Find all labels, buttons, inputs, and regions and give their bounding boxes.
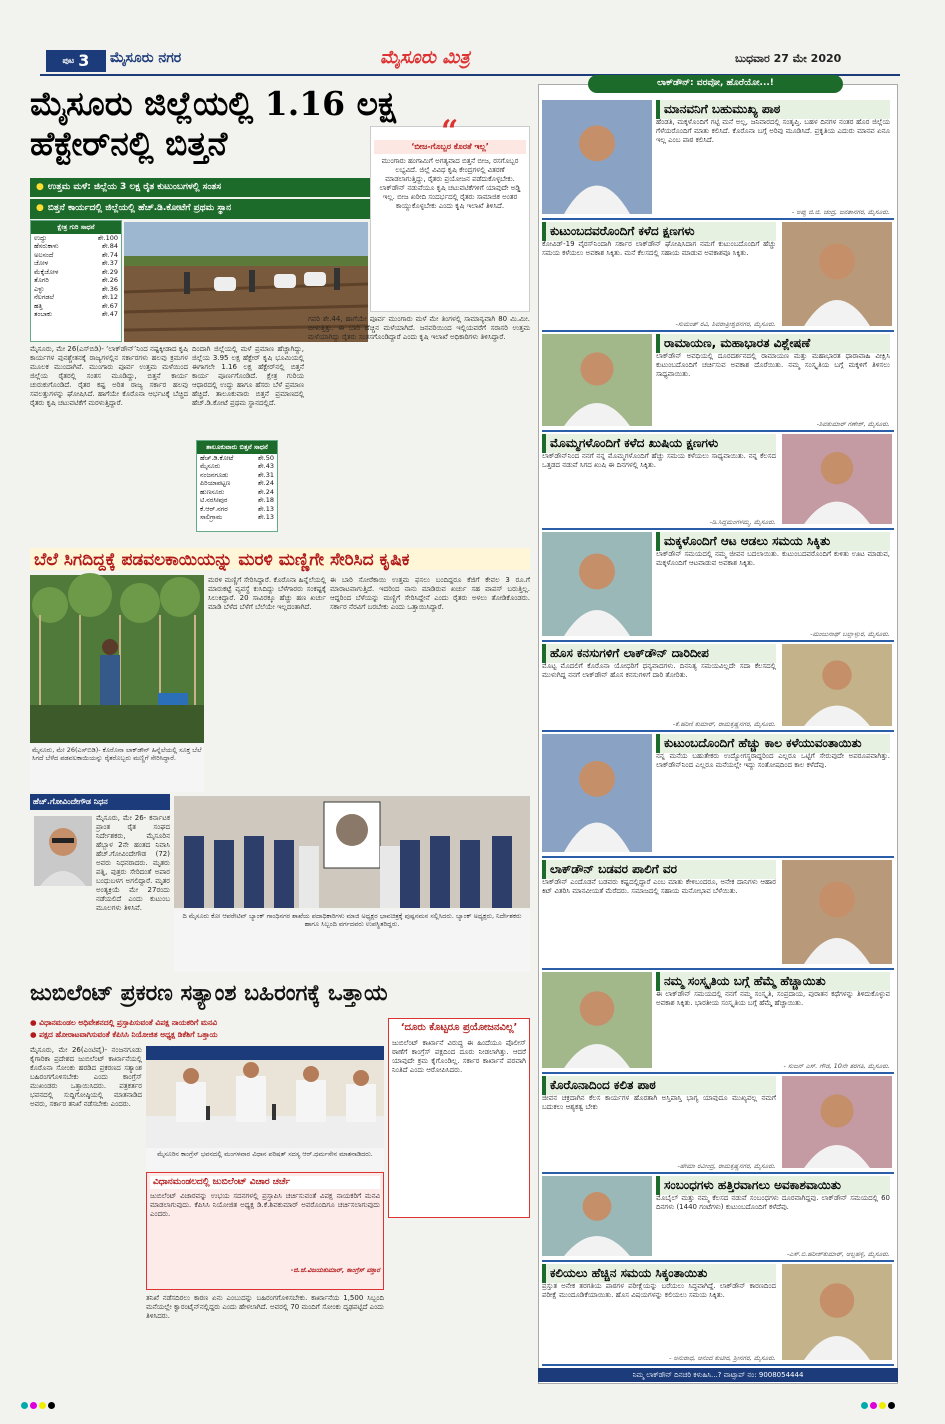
farmer-field-photo <box>30 575 204 743</box>
jubilant-box <box>146 1172 384 1290</box>
bank-group-photo <box>174 796 530 908</box>
row-label: ಹತ್ತಿ <box>34 301 43 310</box>
row-value: ಶೇ.47 <box>101 310 118 318</box>
row-label: ನಂಜನಗೂಡು <box>200 470 229 479</box>
story-title: ಮಾನವನಿಗೆ ಬಹುಮುಖ್ಯ ಪಾಠ <box>656 100 890 119</box>
farmer-headline: ಬೆಲೆ ಸಿಗದಿದ್ದಕ್ಕೆ ಪಡವಲಕಾಯಿಯನ್ನು ಮರಳಿ ಮಣ್ಣಿಗೇ ಸೇರಿಸಿದ ಕೃಷಿಕ <box>30 548 530 570</box>
lead-bullets <box>30 178 370 219</box>
row-value: ಶೇ.18 <box>257 496 274 504</box>
story-photo <box>542 972 652 1068</box>
story-photo <box>542 1176 652 1256</box>
table-row <box>197 505 277 514</box>
quote-mark: “ <box>441 114 459 149</box>
obituary-title: ಹೆಚ್.ಗೋವಿಂದೇಗೌಡ ನಿಧನ <box>30 794 170 810</box>
story-byline: -ಸುಮಂತ್ ರವಿ, ಶಿವರಾತ್ರೀಶ್ವರನಗರ, ಮೈಸೂರು. <box>675 319 776 328</box>
obituary-portrait <box>34 816 92 886</box>
row-value: ಶೇ.50 <box>257 453 274 462</box>
lockdown-story <box>542 1174 894 1260</box>
story-text: ಈ ಲಾಕ್‌ಡೌನ್ ಸಮಯದಲ್ಲಿ ನನಗೆ ನಮ್ಮ ಸಂಸ್ಕೃತಿ, ಸಂಪ್ರದಾಯ, ಪುರಾತನ ಕಥೆಗಳನ್ನು ತಿಳಿದುಕೊಳ್ಳುವ ಅವಕಾಶ ಸಿಕ್ಕಿತು. ಭಾರತೀಯ ಸಂಸ್ಕೃತಿಯ ಬಗ್ಗೆ ಹೆಮ್ಮೆ ಹೆಚ್ಚಾಯಿತು. <box>656 990 890 1007</box>
table-row <box>31 293 121 302</box>
row-value: ಶೇ.36 <box>101 284 118 293</box>
table-row <box>31 276 121 285</box>
issue-date: ಬುಧವಾರ 27 ಮೇ 2020 <box>735 52 842 65</box>
row-label: ನೆಲಗಡಲೆ <box>34 293 55 301</box>
row-label: ತಂಬಾಕು <box>34 310 53 318</box>
story-byline: - ಸುಜನ್ ಎಸ್. ಗೌಡ, 10ನೇ ತರಗತಿ, ಮೈಸೂರು. <box>783 1061 890 1070</box>
story-separator <box>542 1364 894 1366</box>
story-byline: -ಮಂಜುನಾಥ್ ಬಲ್ಲಾಳ್ಪುರ, ಮೈಸೂರು. <box>810 629 890 638</box>
page-number: 3 <box>78 51 90 70</box>
story-text: ಮೊಟ್ಟ ಮೊದಲಿಗೆ ಕೊರೊನಾ ಯೋಧರಿಗೆ ಧನ್ಯವಾದಗಳು. ದಿನನಿತ್ಯ ಸಮಯವಿಲ್ಲದೇ ಸದಾ ಕೆಲಸದಲ್ಲಿ ಮುಳುಗಿದ್ದ ನನಗೆ ಲಾಕ್‌ಡೌನ್ ಹೊಸ ಕನಸುಗಳಿಗೆ ದಾರಿ ತೋರಿತು. <box>542 662 776 679</box>
masthead <box>0 0 945 86</box>
lockdown-story <box>542 98 894 218</box>
lead-quote-box <box>370 114 530 312</box>
press-meet-photo <box>146 1046 384 1148</box>
paper-logo: ಮೈಸೂರು ಮಿತ್ರ <box>380 47 470 68</box>
story-photo <box>782 434 892 524</box>
jubilant-bullet: ● ಪಕ್ಷದ ಹೋರಾಟವಾಗಿಸುವಂತೆ ಕೆಪಿಸಿಸಿ ನಿಯೋಜಿತ ಅಧ್ಯಕ್ಷ ಡಿಕೆಶಿಗೆ ಒತ್ತಾಯ <box>30 1030 218 1040</box>
story-title: ಕೊರೊನಾದಿಂದ ಕಲಿತ ಪಾಠ <box>542 1076 776 1095</box>
row-value: ಶೇ.67 <box>101 301 118 310</box>
row-label: ಉದ್ದು <box>34 233 47 242</box>
story-photo <box>782 644 892 726</box>
story-title: ರಾಮಾಯಣ, ಮಹಾಭಾರತ ವಿಶ್ಲೇಷಣೆ <box>656 334 890 353</box>
jubilant-body-col1: ಮೈಸೂರು, ಮೇ 26(ಎಂಟಿವೈ)- ನಂಜನಗೂಡು ಕೈಗಾರಿಕಾ ಪ್ರದೇಶದ ಜುಬಿಲೆಂಟ್ ಕಾರ್ಖಾನೆಯಲ್ಲಿ ಕೊರೊನಾ ಸೋಂಕು ಹರಡಿದ ಪ್ರಕರಣದ ಸತ್ಯಾಂಶ ಬಹಿರಂಗಗೊಳಿಸಬೇಕು ಎಂದು ಕಾಂಗ್ರೆಸ್ ಮುಖಂಡರು ಒತ್ತಾಯಿಸಿದರು. ಪತ್ರಕರ್ತರ ಭವನದಲ್ಲಿ ಸುದ್ದಿಗೋಷ್ಠಿಯಲ್ಲಿ ಮಾತನಾಡಿದ ಅವರು, ಸರ್ಕಾರ ತನಿಖೆ ನಡೆಸಬೇಕು ಎಂದರು. <box>30 1046 142 1108</box>
story-title: ಕುಟುಂಬದೊಂದಿಗೆ ಹೆಚ್ಚು ಕಾಲ ಕಳೆಯುವಂತಾಯಿತು <box>656 734 890 753</box>
row-value: ಶೇ.26 <box>101 276 118 284</box>
story-title: ಹೊಸ ಕನಸುಗಳಿಗೆ ಲಾಕ್‌ಡೌನ್ ದಾರಿದೀಪ <box>542 644 776 663</box>
quote-title: ‘ಬೀಜ-ಗೊಬ್ಬರ ಕೊರತೆ ಇಲ್ಲ’ <box>374 140 526 154</box>
row-value: ಶೇ.24 <box>257 479 274 487</box>
story-byline: -ಡಿ.ಸಿದ್ದಮಂಗಳಮ್ಮ, ಮೈಸೂರು. <box>709 517 776 526</box>
lead-body-col3: ಗವರಿ ಶೇ.44, ಹಾಗೆಯೇ ಪೂರ್ವ ಮುಂಗಾರು ಮಳೆ ಮೇ ತಿಂಗಳಲ್ಲಿ ಸಾಮಾನ್ಯವಾಗಿ 80 ಮಿ.ಮೀ. ಬೀಳುತ್ತಿತ್ತು. ಈ ಬಾರಿ ಹೆಚ್ಚಿನ ಮಳೆಯಾಗಿದೆ. ಜನವರಿಯಿಂದ ಇಲ್ಲಿಯವರೆಗೆ ಸರಾಸರಿ ಉತ್ತಮ ಮಳೆಯಾಗಿದ್ದು ರೈತರು ಸಂತಸಗೊಂಡಿದ್ದಾರೆ ಎಂದು ಕೃಷಿ ಇಲಾಖೆ ಅಧಿಕಾರಿಗಳು ತಿಳಿಸಿದ್ದಾರೆ. <box>308 315 530 341</box>
story-title: ಲಾಕ್‌ಡೌನ್ ಬಡವರ ಪಾಲಿಗೆ ವರ <box>542 860 776 879</box>
story-photo <box>782 860 892 964</box>
table-title: ಕ್ಷೇತ್ರ ಗುರಿ ಸಾಧನೆ <box>31 221 121 234</box>
farmer-body-col2: ಈ ಬಾರಿ ಸೋರೆಕಾಯಿ ಉತ್ತಮ ಫಸಲು ಬಂದಿದ್ದರೂ ಕೆಜಿಗೆ ಕೇವಲ 3 ರೂ.ಗೆ ಮಾರಾಟವಾಗುತ್ತಿದೆ. ಇದರಿಂದ ನಾನು ಮಾಡಿರುವ ಖರ್ಚು ಸಹ ವಾಪಸ್ ಬರುತ್ತಿಲ್ಲ. ಆದ್ದರಿಂದ ಬೆಳೆಯನ್ನು ಮಣ್ಣಿಗೆ ಸೇರಿಸಿದ್ದೇನೆ ಎಂದು ರೈತರು ಅಳಲು ತೋಡಿಕೊಂಡರು. ಸರ್ಕಾರ ನೆರವಿಗೆ ಬರಬೇಕು ಎಂದು ಒತ್ತಾಯಿಸಿದ್ದಾರೆ. <box>330 576 530 611</box>
table-row <box>31 234 121 243</box>
row-value: ಶೇ.31 <box>257 470 274 479</box>
lockdown-story <box>542 332 894 430</box>
jubilant-box-title: ವಿಧಾನಮಂಡಲದಲ್ಲಿ ಜುಬಿಲೆಂಟ್ ವಿಚಾರ ಚರ್ಚೆ <box>150 1176 380 1189</box>
story-text: ಮೊಬೈಲ್ ಮತ್ತು ನಮ್ಮ ಕೆಲಸದ ನಡುವೆ ಸಂಬಂಧಗಳು ದೂರವಾಗಿದ್ದವು. ಲಾಕ್‌ಡೌನ್ ಸಮಯದಲ್ಲಿ 60 ದಿನಗಳು (1440 ಗಂಟೆಗಳು) ಕುಟುಂಬದೊಂದಿಗೆ ಕಳೆದೆವು. <box>656 1194 890 1211</box>
quote-text: ಮುಂಗಾರು ಹಂಗಾಮಿಗೆ ಅಗತ್ಯವಾದ ಬಿತ್ತನೆ ಬೀಜ, ರಸಗೊಬ್ಬರ ಲಭ್ಯವಿದೆ. ಜಿಲ್ಲೆ ವಿವಿಧ ಕೃಷಿ ಕೇಂದ್ರಗಳಲ್ಲಿ ವಿತರಣೆ ಮಾಡಲಾಗುತ್ತಿದ್ದು, ರೈತರು ಪ್ರಯೋಜನ ಪಡೆದುಕೊಳ್ಳಬೇಕು. ಲಾಕ್‌ಡೌನ್ ನಡುವೆಯೂ ಕೃಷಿ ಚಟುವಟಿಕೆಗಳಿಗೆ ಯಾವುದೇ ಅಡ್ಡಿ ಇಲ್ಲ. ಬೀಜ ಖರೀದಿ ಸಂದರ್ಭದಲ್ಲಿ ರೈತರು ಸಾಮಾಜಿಕ ಅಂತರ ಕಾಯ್ದುಕೊಳ್ಳಬೇಕು ಎಂದು ಕೃಷಿ ಇಲಾಖೆ ತಿಳಿಸಿದೆ. <box>379 157 521 210</box>
jubilant-bullet: ● ವಿಧಾನಮಂಡಲ ಅಧಿವೇಶನದಲ್ಲಿ ಪ್ರಸ್ತಾಪಿಸುವಂತೆ ವಿಪಕ್ಷ ನಾಯಕರಿಗೆ ಮನವಿ <box>30 1018 218 1027</box>
row-label: ಹೆಸರುಕಾಳು <box>34 242 59 250</box>
story-title: ಕುಟುಂಬದವರೊಂದಿಗೆ ಕಳೆದ ಕ್ಷಣಗಳು <box>542 222 776 241</box>
row-label: ಎಳ್ಳು <box>34 284 45 293</box>
story-title: ಸಂಬಂಧಗಳು ಹತ್ತಿರವಾಗಲು ಅವಕಾಶವಾಯಿತು <box>656 1176 890 1195</box>
story-photo <box>542 734 652 852</box>
row-value: ಶೇ.84 <box>101 242 118 250</box>
lockdown-story <box>542 432 894 528</box>
jubilant-box-byline: -ಜಿ.ಜೆ.ವಿಜಯಕುಮಾರ್, ಕಾಂಗ್ರೆಸ್ ವಕ್ತಾರ <box>290 1266 380 1275</box>
farmer-body-col1: ಮರಳಿ ಮಣ್ಣಿಗೆ ಸೇರಿಸಿದ್ದಾರೆ. ಕೊರೊನಾ ಹಿನ್ನೆಲೆಯಲ್ಲಿ ಮಾರುಕಟ್ಟೆ ವ್ಯವಸ್ಥೆ ಕುಸಿದಿದ್ದು ಬೆಳೆಗಾರರು ಸಂಕಷ್ಟಕ್ಕೆ ಸಿಲುಕಿದ್ದಾರೆ. 20 ಸಾವಿರಕ್ಕೂ ಹೆಚ್ಚು ಹಣ ಖರ್ಚು ಮಾಡಿ ಬೆಳೆದ ಬೆಳೆಗೆ ಬೆಲೆಯೇ ಇಲ್ಲದಂತಾಗಿದೆ. <box>208 576 326 611</box>
table-row <box>197 479 277 488</box>
jubilant-bullets <box>30 1018 390 1040</box>
table-row <box>197 488 277 497</box>
table-row <box>31 251 121 260</box>
jubilant-body-col2: ತನಿಖೆ ನಡೆಸದಿರಲು ಕಾರಣ ಏನು ಎಂಬುದನ್ನು ಬಹಿರಂಗಗೊಳಿಸಬೇಕು. ಕಾರ್ಖಾನೆಯ 1,500 ಸಿಬ್ಬಂದಿ ಮನೆಯಲ್ಲೇ ಕ್ವಾರಂಟೈನ್‌ನಲ್ಲಿದ್ದರು ಎಂದು ಹೇಳಲಾಗಿದೆ. ಅವರಲ್ಲಿ 70 ಮಂದಿಗೆ ಸೋಂಕು ದೃಢಪಟ್ಟಿದೆ ಎಂದು ತಿಳಿಸಿದರು. <box>146 1294 384 1320</box>
taluk-table-title: ತಾಲೂಕುವಾರು ಬಿತ್ತನೆ ಸಾಧನೆ <box>197 441 277 454</box>
story-byline: -ಶಿವಕುಮಾರ್ ಗಣೇಶ್, ಮೈಸೂರು. <box>816 419 890 428</box>
page-label: ಪುಟ <box>62 56 75 65</box>
story-text: ಜೀವನ ಚಕ್ರದಾಗಿನ ಕೆಲಸ ಕಾರ್ಯಗಳ ಹೊರತಾಗಿ ಅಸ್ತಿಪಾಸ್ತಿ ಭಾಗ್ಯ ಯಾವುದೂ ಮುಖ್ಯವಲ್ಲ ನಮಗೆ ಬದುಕಲು ಆಶ್ಯಕತ್ವ ಬೇಕು <box>542 1094 776 1111</box>
story-title: ಮೊಮ್ಮಗಳೊಂದಿಗೆ ಕಳೆದ ಖುಷಿಯ ಕ್ಷಣಗಳು <box>542 434 776 453</box>
story-text: ಹೆಂಡತಿ, ಮಕ್ಕಳೊಂದಿಗೆ ಗಟ್ಟಿ ಮನೆ ಅಲ್ಲ, ಜನಿವಾರದಲ್ಲಿ ಸಂತೃಪ್ತಿ. ಬಹಳ ದಿನಗಳ ನಂತರ ಹೊರ ಜಿಲ್ಲೆಯ ಗೆಳೆಯರೊಂದಿಗೆ ಮಾತು ಕಲಿಸಿದೆ. ಕೊರೊನಾ ಬಗ್ಗೆ ಅರಿವು ಮೂಡಿಸಿದೆ. ಪ್ರಕೃತಿಯ ಎದುರು ಮಾನವ ಏನೂ ಇಲ್ಲ ಎಂಬ ಪಾಠ ಕಲಿಸಿದೆ. <box>656 118 890 144</box>
row-label: ಅಲಸಂದೆ <box>34 250 54 259</box>
lead-bullet: ● ಬಿತ್ತನೆ ಕಾರ್ಯದಲ್ಲಿ ಜಿಲ್ಲೆಯಲ್ಲಿ ಹೆಚ್.ಡಿ.ಕೋಟೆಗೆ ಪ್ರಥಮ ಸ್ಥಾನ <box>30 199 370 218</box>
lead-body-col1: ಮೈಸೂರು, ಮೇ 26(ಎಸ್‌ಬಿಡಿ)- ‘ಲಾಕ್‌ಡೌನ್’ನಿಂದ ನಷ್ಟಕ್ಕೀಡಾದ ಕೃಷಿ ಕಾರ್ಯಗಳ ಪುನಶ್ಚೇತನಕ್ಕೆ ರಾಜ್ಯಗಳಲ್ಲಿನ ಸರ್ಕಾರಗಳು ಹಲವು ಕ್ರಮಗಳ ಮೂಲಕ ಮುಂದಾಗಿವೆ. ಮುಂಗಾರು ಪೂರ್ವ ಉತ್ತಮ ಮಳೆಯಿಂದ ಜಿಲ್ಲೆಯ ರೈತರಲ್ಲಿ ಸಂತಸ ಮೂಡಿದ್ದು, ಬಿತ್ತನೆ ಕಾರ್ಯ ಚುರುಕುಗೊಂಡಿದೆ. ರೈತರ ಕಷ್ಟ ಅರಿತ ರಾಜ್ಯ ಸರ್ಕಾರ ಹಲವು ಸವಲತ್ತುಗಳನ್ನು ಘೋಷಿಸಿದೆ. ಹಾಗೆಯೇ ಕೊರೊನಾ ಆರ್ಭಟಕ್ಕೆ ಬೆಚ್ಚಿದ ರೈತರು ಕೃಷಿ ಚಟುವಟಿಕೆಗೆ ಮರಳುತ್ತಿದ್ದಾರೆ. <box>30 345 188 407</box>
row-label: ಮೈಸೂರು <box>200 462 221 470</box>
table-row <box>197 513 277 522</box>
story-text: ಲಾಕ್‌ಡೌನ್ ಎಂದೊಡನೆ ಬಡವರು ಕಷ್ಟದಲ್ಲಿದ್ದಾರೆ ಎಂಬ ಮಾತು ಕೇಳಿಬಂದರೂ, ಅನೇಕ ದಾನಿಗಳು ಆಹಾರ ಕಿಟ್ ವಿತರಿಸಿ ಮಾನವೀಯತೆ ಮೆರೆದರು. ಸಮಾಜದಲ್ಲಿ ಸಹಾಯ ಮನೋಭಾವ ಬೆಳೆಯಿತು. <box>542 878 776 895</box>
story-photo <box>542 532 652 636</box>
story-text: ಲಾಕ್‌ಡೌನ್ ಅವಧಿಯಲ್ಲಿ ದೂರದರ್ಶನದಲ್ಲಿ ರಾಮಾಯಣ ಮತ್ತು ಮಹಾಭಾರತ ಧಾರಾವಾಹಿ ವೀಕ್ಷಿಸಿ ಕುಟುಂಬದೊಂದಿಗೆ ಚರ್ಚಿಸುವ ಅವಕಾಶ ದೊರೆಯಿತು. ನಮ್ಮ ಸಂಸ್ಕೃತಿಯ ಬಗ್ಗೆ ಮಕ್ಕಳಿಗೆ ತಿಳಿಸಲು ಸಾಧ್ಯವಾಯಿತು. <box>656 352 890 378</box>
story-byline: -ಎಸ್.ಬಿ.ಹರೀಶ್‌ಕುಮಾರ್, ಆಲ್ದಹಳ್ಳಿ, ಮೈಸೂರು. <box>786 1249 890 1258</box>
row-label: ಟಿ.ನರಸೀಪುರ <box>200 496 228 504</box>
taluk-table <box>196 440 278 532</box>
row-label: ಮೆಕ್ಕೆಜೋಳ <box>34 267 59 276</box>
lockdown-band: ಲಾಕ್‌ಡೌನ್: ವರವೋ, ಹೊರೆಯೋ...! <box>588 75 843 93</box>
table-row <box>31 242 121 251</box>
story-byline: -ಹೇಮಾ ರವೀಂದ್ರ, ರಾಮಕೃಷ್ಣನಗರ, ಮೈಸೂರು. <box>677 1161 776 1170</box>
lockdown-story <box>542 220 894 330</box>
row-value: ಶೇ.12 <box>101 293 118 301</box>
row-label: ತೊಗರಿ <box>34 276 49 284</box>
press-meet-caption: ಮೈಸೂರಿನ ಕಾಂಗ್ರೆಸ್ ಭವನದಲ್ಲಿ ಮಂಗಳವಾರ ವಿಧಾನ ಪರಿಷತ್ ಸದಸ್ಯ ಆರ್.ಧರ್ಮಸೇನ ಮಾತನಾಡಿದರು. <box>146 1148 384 1170</box>
jubilant-body-col3 <box>388 1222 530 1382</box>
lockdown-story <box>542 858 894 968</box>
row-label: ಕೆ.ಆರ್.ನಗರ <box>200 504 228 513</box>
lead-bullet: ● ಉತ್ತಮ ಮಳೆ: ಜಿಲ್ಲೆಯ 3 ಲಕ್ಷ ರೈತ ಕುಟುಂಬಗಳಲ್ಲಿ ಸಂತಸ <box>30 178 370 197</box>
table-row <box>197 454 277 463</box>
crop-target-table <box>30 220 122 342</box>
jubilant-quote-title: ‘ದೂರು ಕೊಟ್ಟರೂ ಪ್ರಯೋಜನವಿಲ್ಲ’ <box>400 1022 518 1033</box>
row-value: ಶೇ.37 <box>101 259 118 267</box>
row-value: ಶೇ.74 <box>101 250 118 259</box>
row-value: ಶೇ.100 <box>97 233 118 242</box>
story-photo <box>782 222 892 326</box>
lockdown-story <box>542 732 894 856</box>
story-byline: - ಅಪ್ಪು ಜಿ.ಜಿ. ಚಂದ್ರ, ಜನತಾನಗರ, ಮೈಸೂರು. <box>791 207 890 216</box>
lockdown-story <box>542 642 894 730</box>
obituary-text <box>30 892 170 972</box>
lead-body-col2: ದಿಂದಾಗಿ ಜಿಲ್ಲೆಯಲ್ಲಿ ಮಳೆ ಪ್ರಮಾಣ ಹೆಚ್ಚಾಗಿದ್ದು, ಜಿಲ್ಲೆಯ 3.95 ಲಕ್ಷ ಹೆಕ್ಟೇರ್ ಕೃಷಿ ಭೂಮಿಯಲ್ಲಿ ಈಗಾಗಲೇ 1.16 ಲಕ್ಷ ಹೆಕ್ಟೇರ್‌ನಲ್ಲಿ ಬಿತ್ತನೆ ಕಾರ್ಯ ಪೂರ್ಣಗೊಂಡಿದೆ. ಕ್ಷೇತ್ರ ಗುರಿಯ ಆಧಾರದಲ್ಲಿ ಉದ್ದು ಹಾಗೂ ಹೆಸರು ಬೆಳೆ ಪ್ರಮಾಣ ಹೆಚ್ಚಿದೆ. ತಾಲೂಕುವಾರು ಬಿತ್ತನೆ ಪ್ರಮಾಣದಲ್ಲಿ ಹೆಚ್.ಡಿ.ಕೋಟೆ ಪ್ರಥಮ ಸ್ಥಾನದಲ್ಲಿದೆ. <box>192 345 304 407</box>
section-title: ಮೈಸೂರು ನಗರ <box>110 50 182 66</box>
print-color-strip <box>0 1392 945 1424</box>
lockdown-story <box>542 1074 894 1172</box>
row-label: ಹೆಚ್.ಡಿ.ಕೋಟೆ <box>200 453 234 462</box>
jubilant-quote-text: ಜುಬಿಲೆಂಟ್ ಕಾರ್ಖಾನೆ ವಿರುದ್ಧ ಈ ಹಿಂದೆಯೂ ಪೊಲೀಸ್ ಠಾಣೆಗೆ ಕಾಂಗ್ರೆಸ್ ಪಕ್ಷದಿಂದ ದೂರು ನೀಡಲಾಗಿತ್ತು. ಆದರೆ ಯಾವುದೇ ಕ್ರಮ ಕೈಗೊಂಡಿಲ್ಲ. ಸರ್ಕಾರ ಕಾರ್ಖಾನೆ ಪರವಾಗಿ ನಿಂತಿದೆ ಎಂದು ಆರೋಪಿಸಿದರು. <box>392 1038 526 1074</box>
story-text: ಪ್ರಸ್ತುತ ಅನೇಕ ತರಗತಿಯ ಪಾಠಗಳ ಪರೀಕ್ಷೆಯನ್ನು ಬರೆಯಲು ಸಿದ್ಧವಾಗಿದ್ದೆ. ಲಾಕ್‌ಡೌನ್ ಕಾರಣದಿಂದ ಪರೀಕ್ಷೆ ಮುಂದೂಡಿಕೆಯಾಯಿತು. ಹೊಸ ವಿಷಯಗಳನ್ನು ಕಲಿಯಲು ಸಮಯ ಸಿಕ್ಕಿತು. <box>542 1282 776 1299</box>
jubilant-quote-box <box>388 1018 530 1218</box>
table-row <box>197 471 277 480</box>
lockdown-story <box>542 970 894 1072</box>
jubilant-box-text: ಜುಬಿಲೆಂಟ್ ವಿಚಾರವನ್ನು ಉಭಯ ಸದನಗಳಲ್ಲಿ ಪ್ರಸ್ತಾಪಿಸಿ ಚರ್ಚಿಸುವಂತೆ ವಿಪಕ್ಷ ನಾಯಕರಿಗೆ ಮನವಿ ಮಾಡಲಾಗುವುದು. ಕೆಪಿಸಿಸಿ ನಿಯೋಜಿತ ಅಧ್ಯಕ್ಷ ಡಿ.ಕೆ.ಶಿವಕುಮಾರ್ ಅವರೊಂದಿಗೂ ಚರ್ಚಿಸಲಾಗುವುದು ಎಂದರು. <box>150 1192 380 1219</box>
story-title: ನಮ್ಮ ಸಂಸ್ಕೃತಿಯ ಬಗ್ಗೆ ಹೆಮ್ಮೆ ಹೆಚ್ಚಾಯಿತು <box>656 972 890 991</box>
row-label: ಪಿರಿಯಾಪಟ್ಟಣ <box>200 479 231 487</box>
story-byline: - ಅನುರಾಧ, ಆನಂದ ಕುಟೀರ, ಶ್ರೀನಗರ, ಮೈಸೂರು. <box>669 1353 776 1362</box>
table-row <box>31 259 121 268</box>
story-text: ಲಾಕ್‌ಡೌನ್‌ನಿಂದ ನನಗೆ ನನ್ನ ಮೊಮ್ಮಗಳೊಂದಿಗೆ ಹೆಚ್ಚು ಸಮಯ ಕಳೆಯಲು ಸಾಧ್ಯವಾಯಿತು. ನನ್ನ ಕೆಲಸದ ಒತ್ತಡದ ನಡುವೆ ಸಿಗದ ಖುಷಿ ಈ ದಿನಗಳಲ್ಲಿ ಸಿಕ್ಕಿತು. <box>542 452 776 469</box>
farmer-caption: ಮೈಸೂರು, ಮೇ 26(ಎಸ್‌ಬಿಡಿ)- ಕೊರೊನಾ ಲಾಕ್‌ಡೌನ್ ಹಿನ್ನೆಲೆಯಲ್ಲಿ ಸೂಕ್ತ ಬೆಲೆ ಸಿಗದೆ ಬೆಳೆದ ಪಡವಲಕಾಯಿಯನ್ನು ರೈತರೊಬ್ಬರು ಮಣ್ಣಿಗೆ ಸೇರಿಸಿದ್ದಾರೆ. <box>30 744 204 792</box>
row-label: ಜೋಳ <box>34 259 49 267</box>
story-text: ನನ್ನ ಮನೆಯ ಬಹುತೇಕರು ಉದ್ಯೋಗಸ್ಥರಾದ್ದರಿಂದ ಎಲ್ಲರೂ ಒಟ್ಟಿಗೆ ಸೇರುವುದೇ ಅಪರೂಪವಾಗಿತ್ತು. ಲಾಕ್‌ಡೌನ್‌ನಿಂದ ಎಲ್ಲರೂ ಮನೆಯಲ್ಲೇ ಇದ್ದು ಸಂತೋಷದಿಂದ ಕಾಲ ಕಳೆದೆವು. <box>656 752 890 769</box>
lead-headline: ಮೈಸೂರು ಜಿಲ್ಲೆಯಲ್ಲಿ 1.16 ಲಕ್ಷ ಹೆಕ್ಟೇರ್‌ನಲ್ಲಿ ಬಿತ್ತನೆ <box>30 84 396 163</box>
row-value: ಶೇ.29 <box>101 267 118 276</box>
table-row <box>31 268 121 277</box>
story-title: ಮಕ್ಕಳೊಂದಿಗೆ ಆಟ ಆಡಲು ಸಮಯ ಸಿಕ್ಕಿತು <box>656 532 890 551</box>
row-value: ಶೇ.43 <box>257 462 274 470</box>
color-dots-right <box>860 1402 896 1411</box>
table-row <box>31 285 121 294</box>
story-photo <box>782 1076 892 1168</box>
row-label: ಸಾಲಿಗ್ರಾಮ <box>200 513 223 521</box>
lockdown-story <box>542 1262 894 1364</box>
story-title: ಕಲಿಯಲು ಹೆಚ್ಚಿನ ಸಮಯ ಸಿಕ್ಕಂತಾಯಿತು <box>542 1264 776 1283</box>
table-row <box>197 462 277 471</box>
story-photo <box>542 100 652 214</box>
group-photo-caption: ದಿ ಮೈಸೂರು ಕೋ ಆಪರೇಟಿವ್ ಬ್ಯಾಂಕ್ ಗಾಂಧಿನಗರ ಶಾಖೆಯ ಪದಾಧಿಕಾರಿಗಳು ಮಾಜಿ ಅಧ್ಯಕ್ಷರ ಭಾವಚಿತ್ರಕ್ಕೆ ಪುಷ್ಪನಮನ ಸಲ್ಲಿಸಿದರು. ಬ್ಯಾಂಕ್ ಅಧ್ಯಕ್ಷರು, ನಿರ್ದೇಶಕರು ಹಾಗೂ ಸಿಬ್ಬಂದಿ ವರ್ಗದವರು ಉಪಸ್ಥಿತರಿದ್ದರು. <box>174 910 530 972</box>
table-row <box>31 310 121 319</box>
row-value: ಶೇ.24 <box>257 487 274 496</box>
row-value: ಶೇ.13 <box>257 504 274 513</box>
lockdown-footer: ನಿಮ್ಮ ಲಾಕ್‌ಡೌನ್ ದಿನಚರಿ ಕಳುಹಿಸಿ...? ವಾಟ್ಸಾಪ್ ನಂ: 9008054444 <box>538 1368 898 1382</box>
row-value: ಶೇ.13 <box>257 513 274 521</box>
obituary-text-short: ಮೈಸೂರು, ಮೇ 26- ಕರ್ನಾಟಕ ಪ್ರಾಂತ ರೈತ ಸಂಘದ ನಿರ್ದೇಶಕರು, ಮೈಸೂರಿನ ಹೆಬ್ಬಾಳ 2ನೇ ಹಂತದ ನಿವಾಸಿ ಹೆಚ್.ಗೋವಿಂದೇಗೌಡ (72) ಅವರು ನಿಧನರಾದರು. ಮೃತರು ಪತ್ನಿ, ಪುತ್ರರು ಸೇರಿದಂತೆ ಅಪಾರ ಬಂಧುಬಳಗ ಅಗಲಿದ್ದಾರೆ. ಮೃತರ ಅಂತ್ಯಕ್ರಿಯೆ ಮೇ 27ರಂದು ನಡೆಯಲಿದೆ ಎಂದು ಕುಟುಂಬ ಮೂಲಗಳು ತಿಳಿಸಿವೆ. <box>96 814 170 912</box>
jubilant-headline: ಜುಬಿಲೆಂಟ್ ಪ್ರಕರಣ ಸತ್ಯಾಂಶ ಬಹಿರಂಗಕ್ಕೆ ಒತ್ತಾಯ <box>30 980 388 1006</box>
story-byline: -ಕೆ.ಹರಿಣಿ ಕುಮಾರ್, ರಾಮಕೃಷ್ಣನಗರ, ಮೈಸೂರು. <box>672 719 776 728</box>
lockdown-story <box>542 530 894 640</box>
story-text: ಲಾಕ್‌ಡೌನ್ ಸಮಯದಲ್ಲಿ ನಮ್ಮ ಜೀವನ ಬದಲಾಯಿತು. ಕುಟುಂಬದವರೊಂದಿಗೆ ಕುಳಿತು ಊಟ ಮಾಡುವ, ಮಕ್ಕಳೊಂದಿಗೆ ಆಟವಾಡುವ ಅವಕಾಶ ಸಿಕ್ಕಿತು. <box>656 550 890 567</box>
table-row <box>31 302 121 311</box>
page-number-badge <box>46 50 106 72</box>
story-photo <box>782 1264 892 1360</box>
row-label: ಹುಣಸೂರು <box>200 487 225 496</box>
table-row <box>197 496 277 505</box>
story-photo <box>542 334 652 426</box>
story-text: ಕೋವಿಡ್-19 ವೈರಸ್‌ನಿಂದಾಗಿ ಸರ್ಕಾರ ಲಾಕ್‌ಡೌನ್ ಘೋಷಿಸಿದಾಗ ನಮಗೆ ಕುಟುಂಬದೊಂದಿಗೆ ಹೆಚ್ಚು ಸಮಯ ಕಳೆಯಲು ಅವಕಾಶ ಸಿಕ್ಕಿತು. ಮನೆ ಕೆಲಸದಲ್ಲಿ ಸಹಾಯ ಮಾಡುವ ಅವಕಾಶವೂ ಸಿಕ್ಕಿತು. <box>542 240 776 257</box>
color-dots-left <box>20 1402 56 1411</box>
